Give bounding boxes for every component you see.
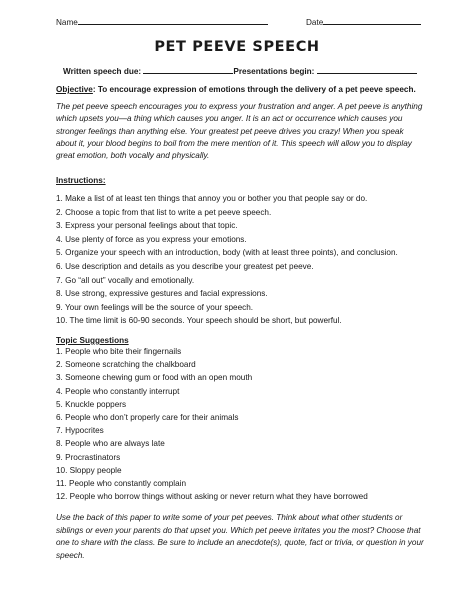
list-item: 5. Knuckle poppers — [56, 399, 127, 409]
instructions-heading: Instructions: — [56, 176, 106, 185]
page-title: PET PEEVE SPEECH — [154, 39, 320, 55]
date-blank-line — [323, 16, 421, 25]
closing-paragraph: Use the back of this paper to write some of your pet peeves. Think about what other students or siblings or even your parents do that upset you. Which pet peeve irritates you the most? Choose that one to share with the class. Be sure to include an anecdote(s), quote, fact or trivia, or question in your speech. — [56, 513, 424, 561]
list-item: 10. The time limit is 60-90 seconds. Your speech should be short, but powerful. — [56, 316, 342, 326]
presentations-begin-label: Presentations begin: — [233, 67, 315, 76]
presentations-blank-line — [317, 65, 417, 74]
list-item: 7. Hypocrites — [56, 426, 104, 436]
list-item: 1. People who bite their fingernails — [56, 347, 182, 356]
list-item: 6. Use description and details as you describe your greatest pet peeve. — [56, 261, 314, 271]
list-item: 5. Organize your speech with an introduction, body (with at least three points), and conclusion. — [56, 248, 398, 258]
list-item: 1. Make a list of at least ten things that annoy you or bother you that people say or do. — [56, 194, 368, 203]
topic-suggestions-list — [56, 345, 368, 503]
list-item: 10. Sloppy people — [56, 465, 122, 475]
name-field — [56, 16, 268, 28]
objective-label: Objective — [56, 85, 93, 94]
list-item: 4. People who constantly interrupt — [56, 386, 180, 396]
name-label: Name — [56, 18, 78, 27]
list-item: 12. People who borrow things without asking or never return what they have borrowed — [56, 492, 368, 502]
list-item: 8. People who are always late — [56, 439, 165, 449]
list-item: 3. Someone chewing gum or food with an open mouth — [56, 373, 253, 383]
list-item: 2. Someone scratching the chalkboard — [56, 360, 196, 370]
list-item: 3. Express your personal feelings about that topic. — [56, 221, 238, 231]
written-speech-due-label: Written speech due: — [63, 67, 142, 76]
list-item: 6. People who don’t properly care for their animals — [56, 412, 239, 422]
list-item: 11. People who constantly complain — [56, 478, 187, 488]
list-item: 4. Use plenty of force as you express your emotions. — [56, 234, 247, 244]
list-item: 8. Use strong, expressive gestures and facial expressions. — [56, 289, 268, 299]
due-dates-line — [63, 65, 417, 77]
list-item: 7. Go “all out” vocally and emotionally. — [56, 275, 195, 285]
list-item: 9. Procrastinators — [56, 452, 121, 462]
list-item: 2. Choose a topic from that list to write a pet peeve speech. — [56, 207, 272, 217]
list-item: 9. Your own feelings will be the source of your speech. — [56, 302, 254, 312]
topic-suggestions-heading: Topic Suggestions — [56, 336, 129, 345]
date-label: Date — [306, 18, 324, 27]
intro-paragraph: The pet peeve speech encourages you to express your frustration and anger. A pet peeve is anything which upsets you—a thing which causes you anger. It is an act or occurrence which causes you stronger feelings than anything else. Your greatest pet peeve drives you crazy! When you speak about it, your blood begins to boil from the mere mention of it. This speech will allow you to display great emotion, both vocally and physically. — [56, 102, 423, 161]
objective-line — [56, 85, 416, 95]
written-due-blank-line — [143, 65, 233, 74]
objective-text: : To encourage expression of emotions through the delivery of a pet peeve speech. — [92, 85, 416, 94]
instructions-list — [56, 192, 398, 328]
date-field — [306, 16, 421, 28]
name-blank-line — [78, 16, 268, 25]
